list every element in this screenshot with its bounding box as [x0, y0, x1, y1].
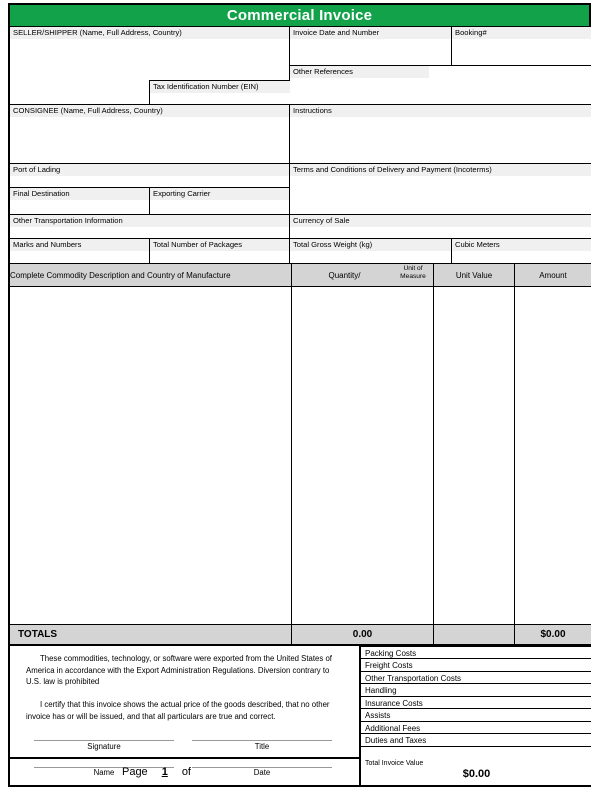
field-total-gross-weight-label: Total Gross Weight (kg)	[290, 239, 451, 251]
field-total-number-of-packages[interactable]	[150, 238, 290, 263]
charge-label: Other Transportation Costs	[365, 673, 462, 683]
field-total-number-of-packages-label: Total Number of Packages	[150, 239, 289, 251]
column-header-amount: Amount	[515, 263, 591, 287]
charge-row[interactable]	[360, 671, 591, 683]
charge-label: Assists	[365, 711, 391, 721]
field-consignee-label: CONSIGNEE (Name, Full Address, Country)	[10, 105, 289, 117]
charge-row[interactable]	[360, 746, 591, 758]
column-header-unit-of-measure	[395, 265, 431, 280]
charge-label: Freight Costs	[365, 661, 413, 671]
charge-label: Packing Costs	[365, 649, 417, 658]
totals-amount: $0.00	[515, 624, 591, 646]
charge-row[interactable]	[360, 708, 591, 720]
totals-quantity: 0.00	[292, 624, 434, 646]
field-booking-number[interactable]	[452, 26, 591, 65]
charge-label: Insurance Costs	[365, 698, 423, 708]
certification-statement-text: I certify that this invoice shows the actual price of the goods described, that no other invoice has or will be issued, and that all particulars are true and correct.	[26, 700, 330, 721]
page-of-label: of	[181, 766, 191, 778]
total-invoice-value-amount: $0.00	[462, 768, 491, 780]
line-items-unit-value-area[interactable]	[434, 287, 515, 624]
unit-of-measure-line1: Unit of	[403, 265, 423, 272]
charge-row[interactable]	[360, 721, 591, 733]
unit-of-measure-line2: Measure	[400, 272, 426, 280]
field-booking-number-label: Booking#	[452, 27, 591, 39]
export-statement-text: These commodities, technology, or software were exported from the United States of America in accordance with the Export Administration Regulations. Diversion contrary to U.S. law is prohibited	[26, 654, 332, 687]
total-invoice-value-label: Total Invoice Value	[365, 760, 424, 767]
line-items-amount-area[interactable]	[515, 287, 591, 624]
field-other-references-label: Other References	[290, 66, 429, 78]
field-instructions[interactable]	[290, 104, 591, 163]
field-exporting-carrier[interactable]	[150, 187, 290, 214]
field-invoice-date-and-number[interactable]	[290, 26, 452, 65]
charge-label: Additional Fees	[365, 723, 421, 733]
line-items-quantity-area[interactable]	[292, 287, 434, 624]
field-marks-and-numbers-label: Marks and Numbers	[10, 239, 149, 251]
field-port-of-lading-label: Port of Lading	[10, 164, 289, 176]
field-instructions-label: Instructions	[290, 105, 591, 117]
page-number[interactable]: 1	[161, 766, 168, 778]
field-total-gross-weight[interactable]	[290, 238, 452, 263]
field-currency-of-sale-label: Currency of Sale	[290, 215, 591, 227]
title-label: Title	[254, 742, 270, 751]
charge-label: Handling	[365, 686, 397, 696]
charge-row[interactable]	[360, 646, 591, 658]
charge-row[interactable]	[360, 683, 591, 695]
column-header-unit-value: Unit Value	[434, 263, 515, 287]
column-header-quantity-text: Quantity/	[328, 270, 361, 280]
field-cubic-meters-label: Cubic Meters	[452, 239, 591, 251]
line-items-description-area[interactable]	[10, 287, 292, 624]
field-other-transportation-information-label: Other Transportation Information	[10, 215, 289, 227]
totals-label: TOTALS	[10, 624, 292, 646]
date-label: Date	[253, 768, 271, 777]
field-port-of-lading[interactable]	[10, 163, 290, 187]
page-footer	[10, 757, 360, 785]
column-header-description: Complete Commodity Description and Country of Manufacture	[10, 263, 292, 287]
field-invoice-date-and-number-label: Invoice Date and Number	[290, 27, 451, 39]
charge-row[interactable]	[360, 733, 591, 745]
field-seller-shipper-label: SELLER/SHIPPER (Name, Full Address, Country)	[10, 27, 289, 39]
legal-block-frame	[10, 646, 360, 757]
total-invoice-value[interactable]	[360, 758, 591, 785]
field-marks-and-numbers[interactable]	[10, 238, 150, 263]
field-tax-id[interactable]	[149, 80, 290, 104]
field-final-destination[interactable]	[10, 187, 150, 214]
charge-row[interactable]	[360, 658, 591, 670]
field-terms-and-conditions[interactable]	[290, 163, 591, 214]
field-cubic-meters[interactable]	[452, 238, 591, 263]
charge-row[interactable]	[360, 696, 591, 708]
field-final-destination-label: Final Destination	[10, 188, 149, 200]
field-terms-and-conditions-label: Terms and Conditions of Delivery and Payment (Incoterms)	[290, 164, 591, 176]
field-consignee[interactable]	[10, 104, 290, 163]
field-tax-id-label: Tax Identification Number (EIN)	[150, 81, 290, 93]
page-title: Commercial Invoice	[10, 5, 589, 26]
field-other-transportation-information[interactable]	[10, 214, 290, 238]
column-header-quantity	[292, 263, 434, 287]
invoice-document	[8, 3, 591, 787]
page-label: Page	[121, 766, 148, 778]
field-other-references[interactable]	[290, 65, 591, 104]
field-exporting-carrier-label: Exporting Carrier	[150, 188, 289, 200]
field-currency-of-sale[interactable]	[290, 214, 591, 238]
name-label: Name	[93, 768, 115, 777]
totals-unit-value	[434, 624, 515, 646]
charge-label: Duties and Taxes	[365, 736, 427, 746]
signature-label: Signature	[87, 742, 121, 751]
